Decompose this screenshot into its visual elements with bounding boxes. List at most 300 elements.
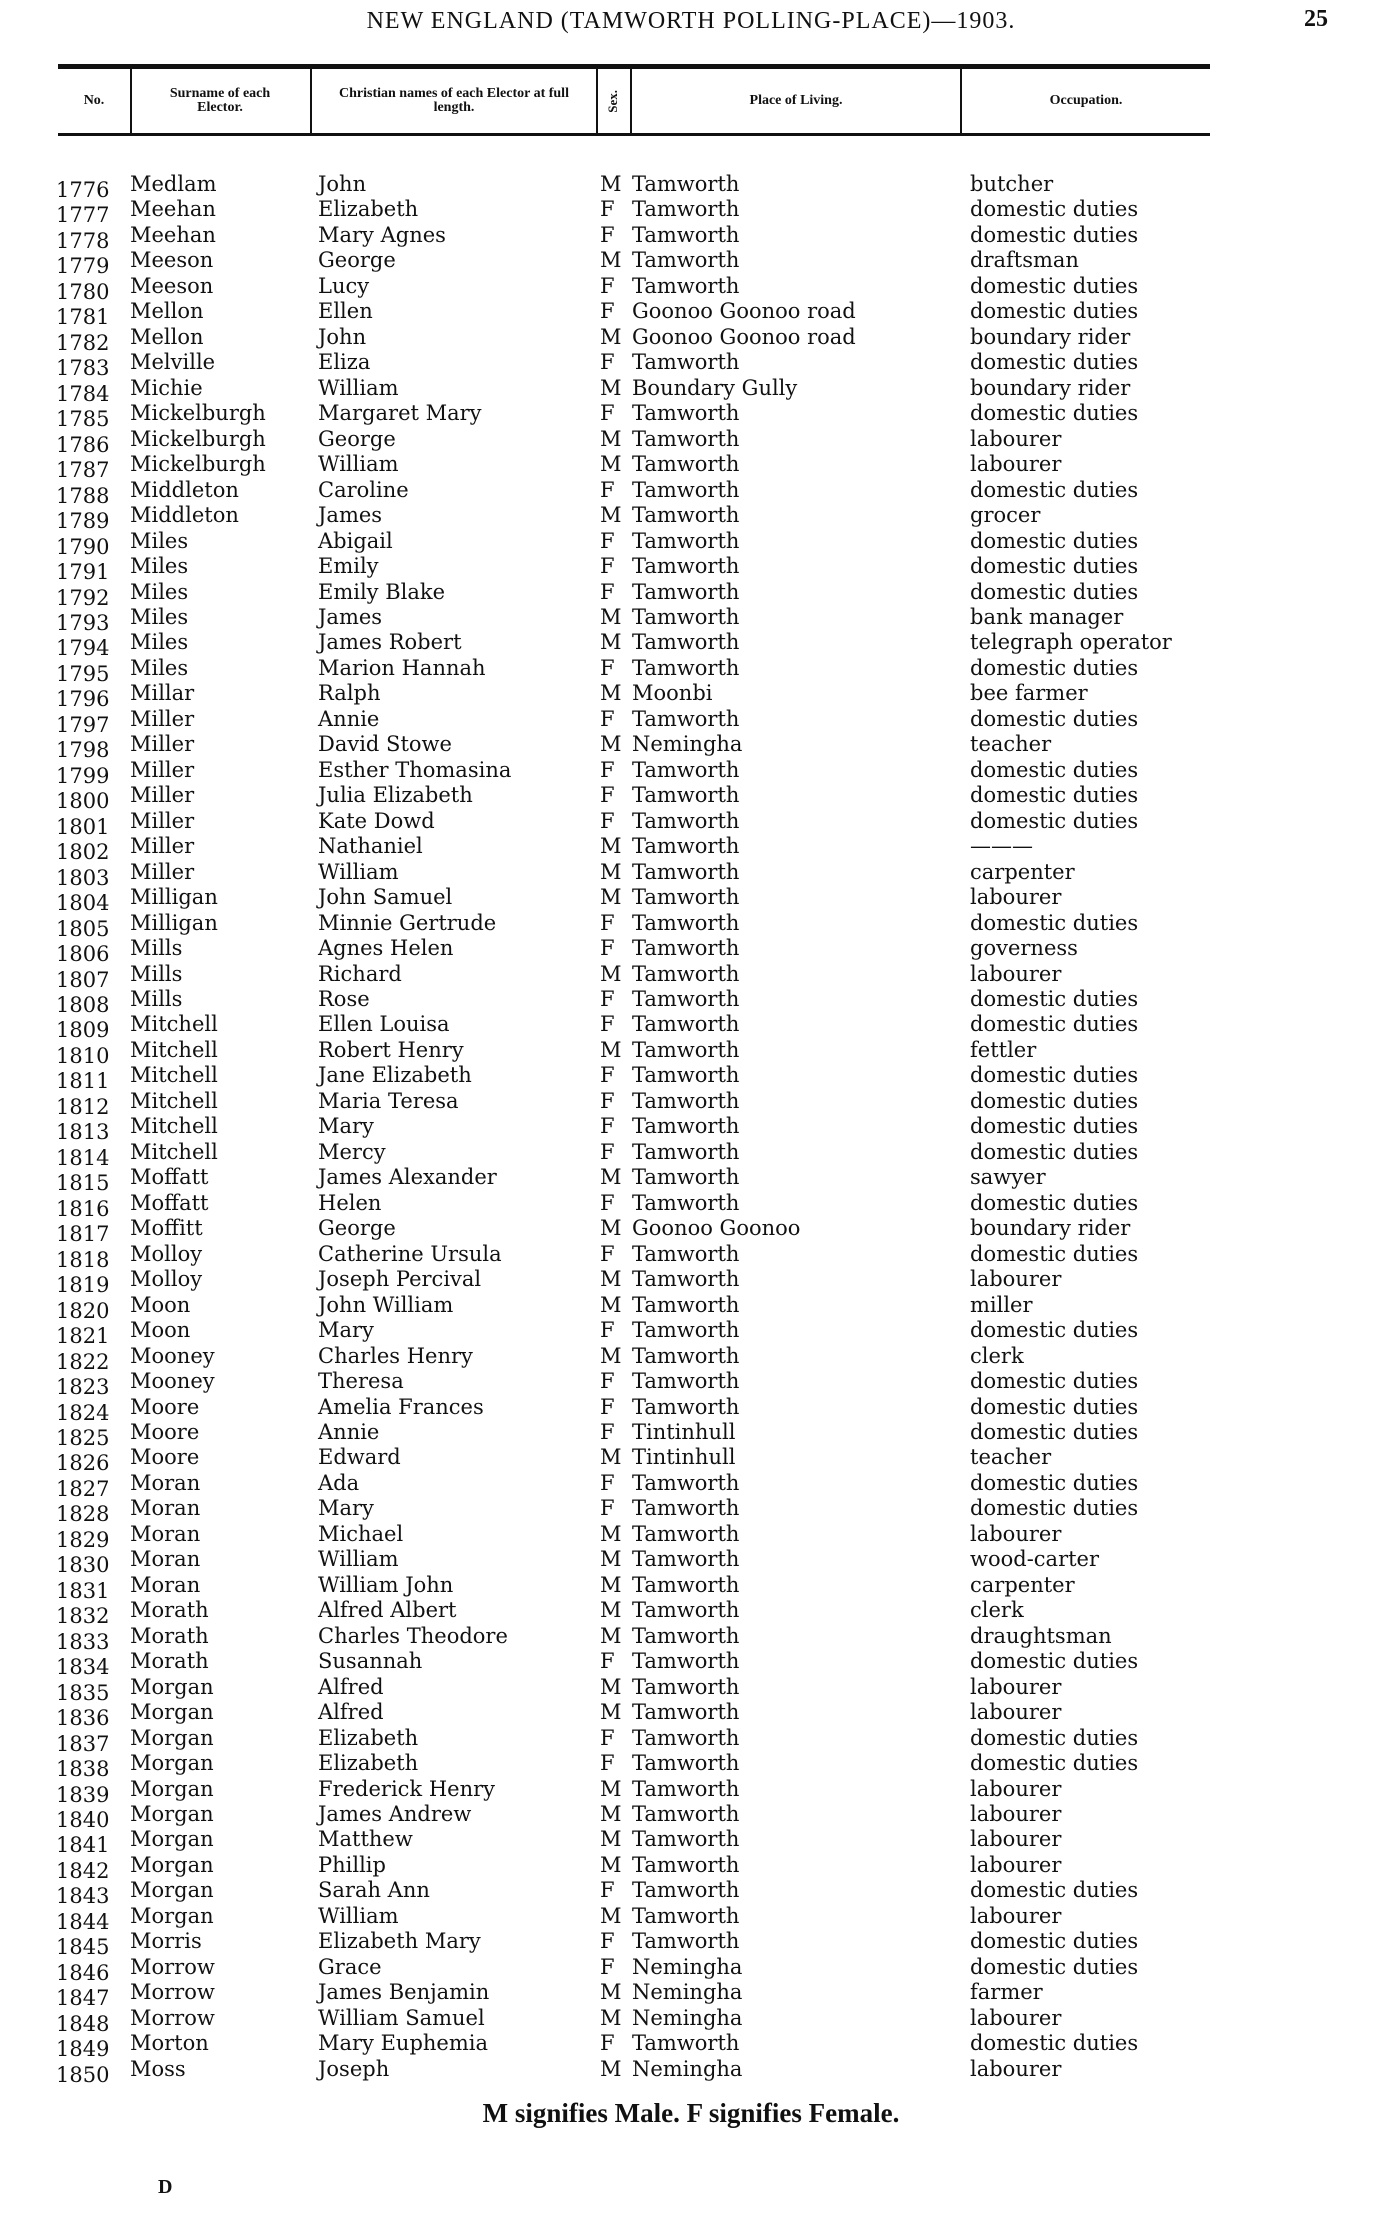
surname: Moore — [130, 1445, 200, 1470]
place-of-living: Nemingha — [632, 732, 743, 757]
surname: Moffatt — [130, 1190, 209, 1215]
surname: Mickelburgh — [130, 426, 266, 451]
sex: F — [600, 1369, 615, 1394]
place-of-living: Tamworth — [632, 1394, 740, 1419]
christian-names: Elizabeth Mary — [318, 1929, 481, 1954]
signature-letter: D — [158, 2176, 173, 2198]
surname: Moffitt — [130, 1216, 203, 1241]
christian-names: Emily Blake — [318, 579, 446, 604]
table-row — [0, 1751, 1382, 1782]
christian-names: Frederick Henry — [318, 1776, 495, 1801]
elector-number: 1839 — [56, 1782, 110, 1807]
christian-names: Elizabeth — [318, 1725, 419, 1750]
sex: M — [600, 375, 622, 400]
christian-names: Marion Hannah — [318, 655, 486, 680]
elector-number: 1811 — [56, 1069, 110, 1094]
table-row — [0, 859, 1382, 890]
christian-names: Annie — [318, 706, 380, 731]
christian-names: Julia Elizabeth — [318, 783, 473, 808]
surname: Millar — [130, 681, 195, 706]
place-of-living: Tamworth — [632, 1496, 740, 1521]
sex: M — [600, 324, 622, 349]
place-of-living: Tamworth — [632, 579, 740, 604]
table-row — [0, 1470, 1382, 1501]
occupation: ——— — [970, 834, 1033, 859]
occupation: domestic duties — [970, 1063, 1139, 1088]
christian-names: William — [318, 1903, 399, 1928]
sex: F — [600, 528, 615, 553]
occupation: carpenter — [970, 1572, 1075, 1597]
occupation: domestic duties — [970, 579, 1139, 604]
surname: Milligan — [130, 910, 218, 935]
occupation: boundary rider — [970, 1216, 1131, 1241]
sex: M — [600, 1827, 622, 1852]
elector-number: 1838 — [56, 1757, 110, 1782]
sex: F — [600, 1649, 615, 1674]
sex: F — [600, 783, 615, 808]
table-row — [0, 1088, 1382, 1119]
place-of-living: Tamworth — [632, 1725, 740, 1750]
table-row — [0, 936, 1382, 967]
sex: F — [600, 1878, 615, 1903]
elector-number: 1786 — [56, 432, 110, 457]
christian-names: James Benjamin — [318, 1980, 490, 2005]
surname: Morath — [130, 1649, 209, 1674]
surname: Miles — [130, 604, 189, 629]
sex: F — [600, 987, 615, 1011]
place-of-living: Tamworth — [632, 248, 740, 273]
elector-number: 1787 — [56, 458, 110, 483]
surname: Morath — [130, 1598, 209, 1623]
sex: M — [600, 1037, 622, 1062]
sex: M — [600, 1343, 622, 1368]
christian-names: Margaret Mary — [318, 401, 482, 426]
page-number: 25 — [1304, 6, 1328, 32]
occupation: labourer — [970, 1802, 1062, 1826]
sex: F — [600, 936, 615, 961]
place-of-living: Tamworth — [632, 273, 740, 298]
elector-number: 1823 — [56, 1375, 110, 1400]
christian-names: George — [318, 1216, 396, 1241]
elector-number: 1805 — [56, 916, 110, 941]
table-row — [0, 528, 1382, 559]
sex: F — [600, 1139, 615, 1164]
elector-number: 1841 — [56, 1833, 110, 1858]
table-row — [0, 1343, 1382, 1374]
christian-names: Matthew — [318, 1827, 413, 1852]
occupation: fettler — [970, 1037, 1037, 1062]
occupation: domestic duties — [970, 1241, 1139, 1266]
elector-number: 1825 — [56, 1425, 110, 1450]
occupation: teacher — [970, 1445, 1052, 1470]
sex: F — [600, 1241, 615, 1266]
elector-number: 1789 — [56, 509, 110, 534]
surname: Mickelburgh — [130, 452, 266, 477]
christian-names: Eliza — [318, 350, 371, 375]
occupation: labourer — [970, 1852, 1062, 1877]
christian-names: Charles Theodore — [318, 1623, 508, 1648]
elector-number: 1850 — [56, 2062, 110, 2087]
surname: Miller — [130, 757, 195, 782]
table-row — [0, 273, 1382, 304]
table-row — [0, 1623, 1382, 1654]
place-of-living: Tamworth — [632, 1751, 740, 1776]
place-of-living: Tamworth — [632, 426, 740, 451]
occupation: domestic duties — [970, 401, 1139, 426]
surname: Mitchell — [130, 1114, 218, 1139]
place-of-living: Tamworth — [632, 1852, 740, 1877]
elector-number: 1794 — [56, 636, 110, 661]
sex: F — [600, 910, 615, 935]
christian-names: James Robert — [318, 630, 462, 655]
surname: Miller — [130, 808, 195, 833]
table-row — [0, 1878, 1382, 1909]
occupation: labourer — [970, 2005, 1062, 2030]
christian-names: Ada — [318, 1470, 360, 1495]
occupation: miller — [970, 1292, 1033, 1317]
sex: M — [600, 1165, 622, 1190]
surname: Michie — [130, 375, 203, 400]
elector-number: 1846 — [56, 1960, 110, 1985]
sex: M — [600, 1267, 622, 1292]
surname: Morton — [130, 2031, 209, 2056]
elector-number: 1783 — [56, 356, 110, 381]
occupation: labourer — [970, 1700, 1062, 1725]
surname: Mellon — [130, 324, 204, 349]
elector-number: 1816 — [56, 1196, 110, 1221]
occupation: domestic duties — [970, 1419, 1139, 1444]
place-of-living: Tamworth — [632, 834, 740, 859]
place-of-living: Goonoo Goonoo road — [632, 299, 856, 324]
sex: M — [600, 1292, 622, 1317]
surname: Medlam — [130, 172, 217, 196]
place-of-living: Nemingha — [632, 2005, 743, 2030]
place-of-living: Tamworth — [632, 885, 740, 910]
surname: Milligan — [130, 885, 218, 910]
christian-names: Lucy — [318, 273, 370, 298]
surname: Miles — [130, 630, 189, 655]
christian-names: John Samuel — [318, 885, 453, 910]
place-of-living: Tamworth — [632, 452, 740, 477]
surname: Morath — [130, 1623, 209, 1648]
surname: Moon — [130, 1318, 191, 1343]
christian-names: William — [318, 1547, 399, 1572]
elector-number: 1831 — [56, 1578, 110, 1603]
occupation: labourer — [970, 452, 1062, 477]
sex: M — [600, 452, 622, 477]
table-row — [0, 401, 1382, 432]
occupation: draughtsman — [970, 1623, 1112, 1648]
surname: Moffatt — [130, 1165, 209, 1190]
surname: Morgan — [130, 1903, 214, 1928]
table-row — [0, 834, 1382, 865]
occupation: clerk — [970, 1343, 1024, 1368]
elector-number: 1781 — [56, 305, 110, 330]
sex-legend: M signifies Male. F signifies Female. — [482, 2098, 900, 2128]
table-row — [0, 2031, 1382, 2062]
elector-number: 1844 — [56, 1909, 110, 1934]
sex: M — [600, 1980, 622, 2005]
christian-names: Emily — [318, 554, 379, 579]
sex: F — [600, 808, 615, 833]
elector-number: 1790 — [56, 534, 110, 559]
place-of-living: Tamworth — [632, 222, 740, 247]
surname: Mooney — [130, 1343, 215, 1368]
table-row — [0, 1037, 1382, 1068]
christian-names: George — [318, 426, 396, 451]
occupation: domestic duties — [970, 1954, 1139, 1979]
place-of-living: Tamworth — [632, 630, 740, 655]
place-of-living: Tintinhull — [632, 1419, 736, 1444]
surname: Morgan — [130, 1751, 214, 1776]
sex: M — [600, 1547, 622, 1572]
surname: Meeson — [130, 248, 214, 273]
occupation: domestic duties — [970, 2031, 1139, 2056]
sex: M — [600, 1445, 622, 1470]
surname: Morgan — [130, 1700, 214, 1725]
table-row — [0, 655, 1382, 686]
elector-number: 1814 — [56, 1145, 110, 1170]
table-row — [0, 1063, 1382, 1094]
christian-names: Susannah — [318, 1649, 423, 1674]
table-row — [0, 630, 1382, 661]
elector-number: 1797 — [56, 712, 110, 737]
elector-number: 1798 — [56, 738, 110, 763]
christian-names: Annie — [318, 1419, 380, 1444]
sex: M — [600, 1802, 622, 1826]
occupation: domestic duties — [970, 1394, 1139, 1419]
christian-names: Agnes Helen — [318, 936, 454, 961]
occupation: labourer — [970, 885, 1062, 910]
sex: M — [600, 1598, 622, 1623]
sex: M — [600, 1572, 622, 1597]
christian-names: Alfred Albert — [318, 1598, 457, 1623]
place-of-living: Moonbi — [632, 681, 713, 706]
occupation: boundary rider — [970, 375, 1131, 400]
occupation: domestic duties — [970, 1470, 1139, 1495]
christian-names: Ralph — [318, 681, 381, 706]
christian-names: Grace — [318, 1954, 382, 1979]
sex: M — [600, 604, 622, 629]
table-row — [0, 1267, 1382, 1298]
place-of-living: Tamworth — [632, 936, 740, 961]
place-of-living: Tamworth — [632, 1903, 740, 1928]
elector-number: 1810 — [56, 1043, 110, 1068]
table-row — [0, 1776, 1382, 1807]
elector-number: 1834 — [56, 1655, 110, 1680]
elector-number: 1809 — [56, 1018, 110, 1043]
surname: Meeson — [130, 273, 214, 298]
christian-names: Nathaniel — [318, 834, 423, 859]
surname: Morgan — [130, 1802, 214, 1826]
table-row — [0, 681, 1382, 712]
sex: F — [600, 757, 615, 782]
surname: Meehan — [130, 197, 216, 222]
elector-number: 1847 — [56, 1986, 110, 2011]
place-of-living: Tamworth — [632, 1802, 740, 1826]
surname: Melville — [130, 350, 216, 375]
surname: Mills — [130, 936, 183, 961]
elector-list — [0, 172, 1382, 2087]
table-row — [0, 299, 1382, 330]
surname: Moon — [130, 1292, 191, 1317]
place-of-living: Tamworth — [632, 706, 740, 731]
table-row — [0, 452, 1382, 483]
table-row — [0, 783, 1382, 814]
elector-number: 1776 — [56, 178, 110, 202]
table-row — [0, 1980, 1382, 2011]
place-of-living: Tamworth — [632, 1012, 740, 1037]
table-row — [0, 503, 1382, 534]
christian-names: Ellen — [318, 299, 373, 324]
occupation: domestic duties — [970, 987, 1139, 1011]
place-of-living: Tamworth — [632, 1165, 740, 1190]
surname: Middleton — [130, 477, 239, 502]
place-of-living: Nemingha — [632, 1980, 743, 2005]
table-row — [0, 1165, 1382, 1196]
place-of-living: Tamworth — [632, 987, 740, 1011]
sex: M — [600, 859, 622, 884]
occupation: carpenter — [970, 859, 1075, 884]
sex: M — [600, 2056, 622, 2081]
sex: F — [600, 401, 615, 426]
col-header-occupation: Occupation. — [1049, 93, 1123, 108]
surname: Molloy — [130, 1267, 203, 1292]
elector-number: 1791 — [56, 560, 110, 585]
place-of-living: Tamworth — [632, 808, 740, 833]
occupation: domestic duties — [970, 706, 1139, 731]
place-of-living: Tamworth — [632, 1088, 740, 1113]
christian-names: John — [318, 172, 367, 196]
place-of-living: Tamworth — [632, 1521, 740, 1546]
place-of-living: Tamworth — [632, 172, 740, 196]
occupation: domestic duties — [970, 299, 1139, 324]
christian-names: Helen — [318, 1190, 382, 1215]
elector-number: 1820 — [56, 1298, 110, 1323]
place-of-living: Tamworth — [632, 1343, 740, 1368]
occupation: domestic duties — [970, 1318, 1139, 1343]
christian-names: Mercy — [318, 1139, 386, 1164]
sex: M — [600, 1776, 622, 1801]
table-row — [0, 172, 1382, 202]
table-row — [0, 987, 1382, 1017]
elector-number: 1784 — [56, 381, 110, 406]
sex: F — [600, 706, 615, 731]
place-of-living: Tamworth — [632, 528, 740, 553]
surname: Morrow — [130, 1954, 215, 1979]
sex: F — [600, 655, 615, 680]
christian-names: Charles Henry — [318, 1343, 473, 1368]
surname: Moss — [130, 2056, 186, 2081]
table-row — [0, 375, 1382, 406]
christian-names: Rose — [318, 987, 370, 1011]
elector-number: 1812 — [56, 1094, 110, 1119]
occupation: butcher — [970, 172, 1054, 196]
surname: Mickelburgh — [130, 401, 266, 426]
place-of-living: Tamworth — [632, 554, 740, 579]
table-row — [0, 1496, 1382, 1527]
surname: Miller — [130, 706, 195, 731]
table-row — [0, 1445, 1382, 1476]
table-row — [0, 1929, 1382, 1960]
christian-names: William — [318, 859, 399, 884]
place-of-living: Tamworth — [632, 1139, 740, 1164]
table-row — [0, 1903, 1382, 1934]
table-row — [0, 1419, 1382, 1450]
elector-number: 1830 — [56, 1553, 110, 1578]
table-row — [0, 1572, 1382, 1603]
sex: M — [600, 630, 622, 655]
surname: Mooney — [130, 1369, 215, 1394]
surname: Mitchell — [130, 1139, 218, 1164]
surname: Middleton — [130, 503, 239, 528]
table-row — [0, 324, 1382, 355]
occupation: domestic duties — [970, 1496, 1139, 1521]
elector-number: 1829 — [56, 1527, 110, 1552]
elector-number: 1808 — [56, 993, 110, 1017]
occupation: domestic duties — [970, 757, 1139, 782]
place-of-living: Boundary Gully — [632, 375, 798, 400]
christian-names: Mary Euphemia — [318, 2031, 488, 2056]
sex: M — [600, 172, 622, 196]
surname: Meehan — [130, 222, 216, 247]
surname: Mitchell — [130, 1012, 218, 1037]
occupation: domestic duties — [970, 273, 1139, 298]
occupation: teacher — [970, 732, 1052, 757]
elector-number: 1826 — [56, 1451, 110, 1476]
occupation: domestic duties — [970, 808, 1139, 833]
elector-number: 1821 — [56, 1324, 110, 1349]
table-row — [0, 732, 1382, 763]
elector-number: 1836 — [56, 1706, 110, 1731]
christian-names: James Alexander — [318, 1165, 497, 1190]
christian-names: Joseph — [318, 2056, 390, 2081]
occupation: domestic duties — [970, 554, 1139, 579]
sex: M — [600, 1852, 622, 1877]
sex: F — [600, 299, 615, 324]
elector-number: 1785 — [56, 407, 110, 432]
occupation: domestic duties — [970, 1649, 1139, 1674]
elector-number: 1804 — [56, 891, 110, 916]
col-header-sex: Sex. — [605, 89, 620, 113]
christian-names: Theresa — [318, 1369, 404, 1394]
place-of-living: Tamworth — [632, 859, 740, 884]
surname: Moran — [130, 1496, 201, 1521]
occupation: domestic duties — [970, 1751, 1139, 1776]
sex: M — [600, 681, 622, 706]
sex: M — [600, 961, 622, 986]
elector-number: 1843 — [56, 1884, 110, 1909]
place-of-living: Tamworth — [632, 1776, 740, 1801]
occupation: labourer — [970, 1827, 1062, 1852]
christian-names: Alfred — [318, 1674, 384, 1699]
place-of-living: Tamworth — [632, 401, 740, 426]
table-row — [0, 2056, 1382, 2087]
christian-names: Esther Thomasina — [318, 757, 512, 782]
elector-number: 1782 — [56, 330, 110, 355]
table-row — [0, 222, 1382, 253]
christian-names: Richard — [318, 961, 402, 986]
elector-number: 1822 — [56, 1349, 110, 1374]
christian-names: William — [318, 375, 399, 400]
christian-names: David Stowe — [318, 732, 452, 757]
table-row — [0, 961, 1382, 992]
sex: F — [600, 1012, 615, 1037]
elector-number: 1780 — [56, 279, 110, 304]
surname: Morgan — [130, 1878, 214, 1903]
christian-names: William John — [318, 1572, 454, 1597]
surname: Moore — [130, 1394, 200, 1419]
